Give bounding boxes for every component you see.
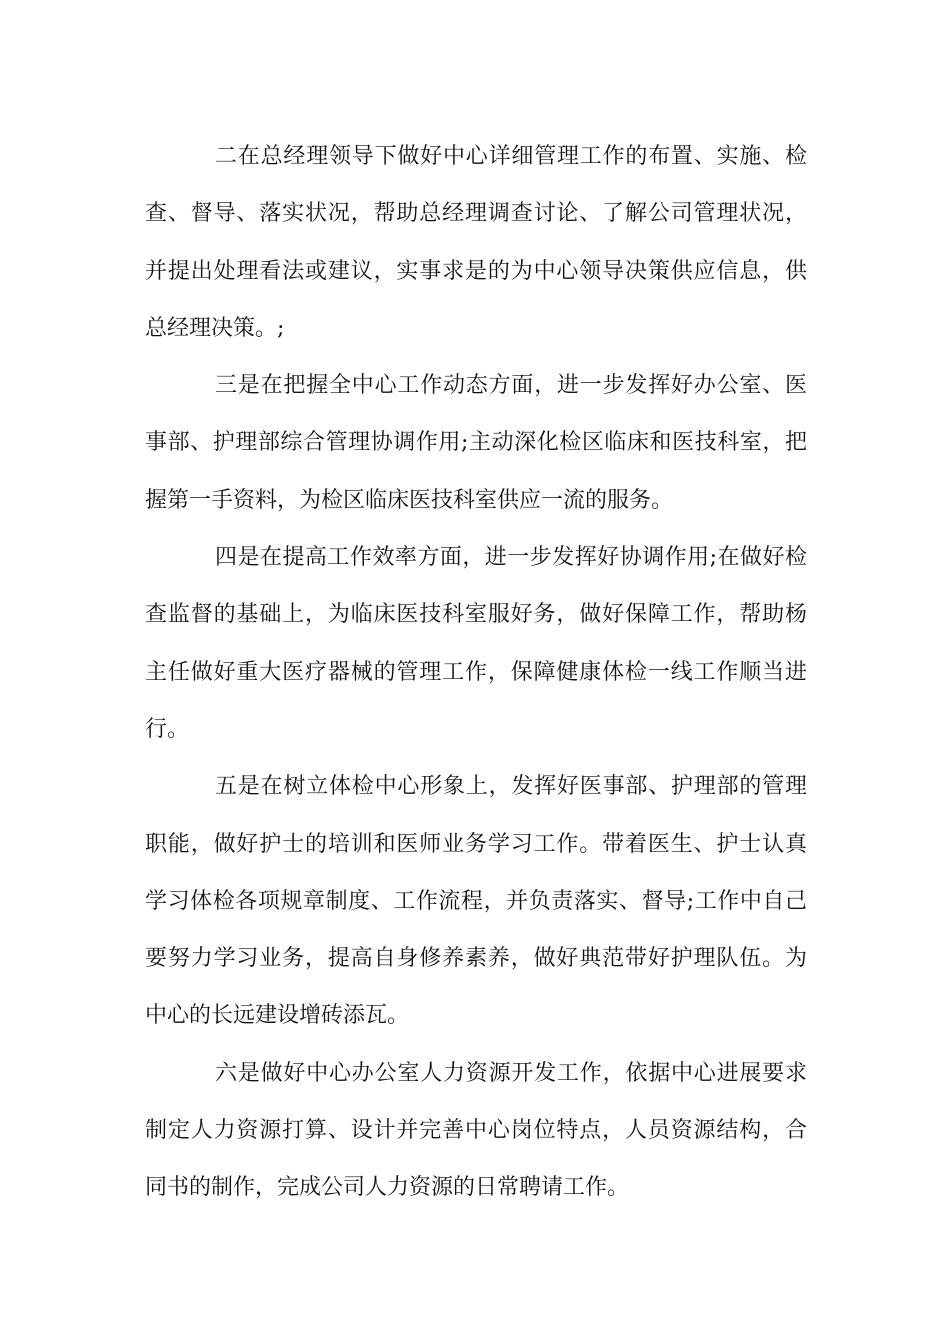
paragraph-line: 并提出处理看法或建议，实事求是的为中心领导决策供应信息，供 xyxy=(145,258,807,284)
paragraph-4 xyxy=(145,529,807,758)
paragraph-line: 同书的制作，完成公司人力资源的日常聘请工作。 xyxy=(145,1175,630,1201)
paragraph-line: 总经理决策。; xyxy=(145,315,285,341)
paragraph-line: 四是在提高工作效率方面，进一步发挥好协调作用;在做好检 xyxy=(215,545,807,571)
paragraph-6 xyxy=(145,1045,807,1217)
paragraph-line: 制定人力资源打算、设计并完善中心岗位特点，人员资源结构，合 xyxy=(145,1118,807,1144)
paragraph-line: 学习体检各项规章制度、工作流程，并负责落实、督导;工作中自己 xyxy=(145,888,807,914)
paragraph-3 xyxy=(145,357,807,529)
paragraph-line: 事部、护理部综合管理协调作用;主动深化检区临床和医技科室，把 xyxy=(145,430,807,456)
paragraph-5 xyxy=(145,758,807,1044)
paragraph-line: 职能，做好护士的培训和医师业务学习工作。带着医生、护士认真 xyxy=(145,831,807,857)
paragraph-line: 五是在树立体检中心形象上，发挥好医事部、护理部的管理 xyxy=(215,774,807,800)
paragraph-line: 二在总经理领导下做好中心详细管理工作的布置、实施、检 xyxy=(215,144,807,169)
paragraph-line: 中心的长远建设增砖添瓦。 xyxy=(145,1003,410,1029)
paragraph-line: 查、督导、落实状况，帮助总经理调查讨论、了解公司管理状况， xyxy=(145,201,807,227)
paragraph-line: 行。 xyxy=(145,716,190,742)
document-body xyxy=(145,128,807,1217)
paragraph-line: 三是在把握全中心工作动态方面，进一步发挥好办公室、医 xyxy=(215,373,807,399)
paragraph-line: 握第一手资料，为检区临床医技科室供应一流的服务。 xyxy=(145,487,674,513)
paragraph-line: 要努力学习业务，提高自身修养素养，做好典范带好护理队伍。为 xyxy=(145,946,807,972)
paragraph-line: 主任做好重大医疗器械的管理工作，保障健康体检一线工作顺当进 xyxy=(145,659,807,685)
paragraph-line: 六是做好中心办公室人力资源开发工作，依据中心进展要求 xyxy=(215,1060,807,1086)
paragraph-2 xyxy=(145,128,807,357)
paragraph-line: 查监督的基础上，为临床医技科室服好务，做好保障工作，帮助杨 xyxy=(145,602,807,628)
